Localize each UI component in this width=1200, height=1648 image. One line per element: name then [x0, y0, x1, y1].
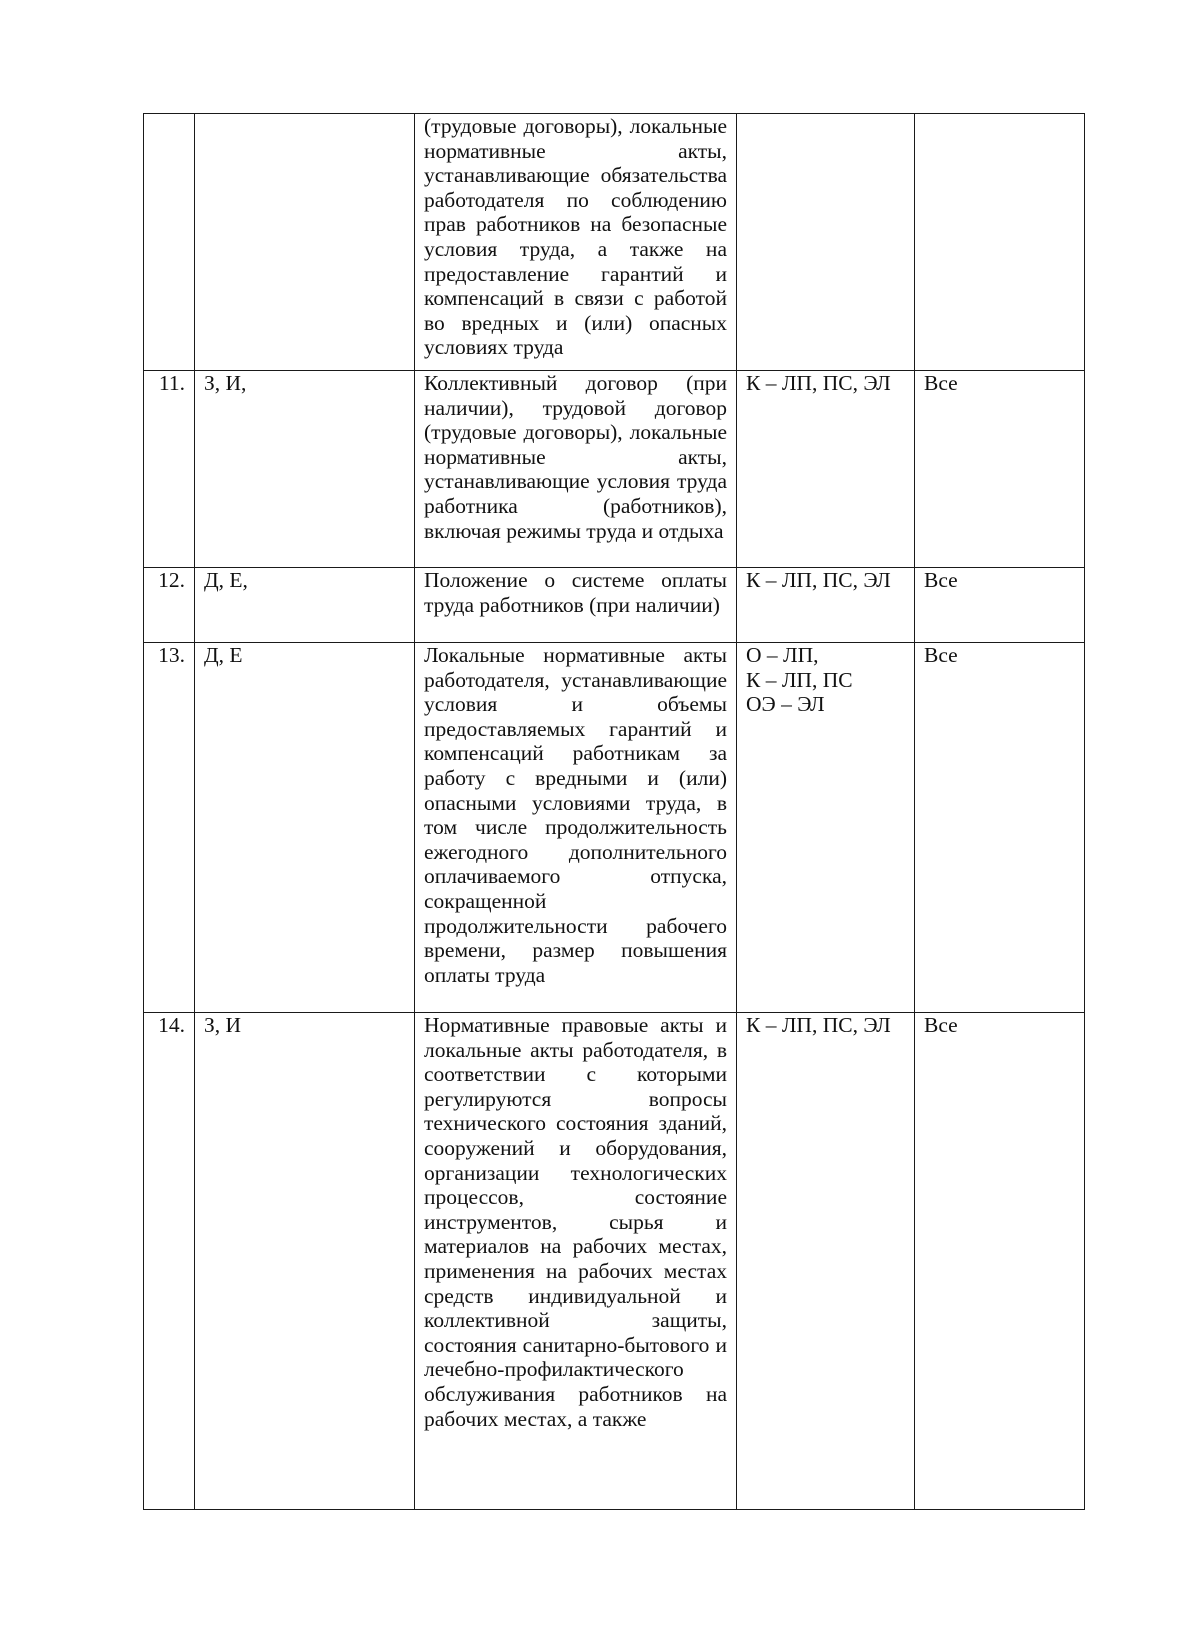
- document-table: [143, 113, 1085, 1510]
- storage-form-line: К – ЛП, ПС, ЭЛ: [746, 1013, 891, 1037]
- storage-form: [737, 643, 915, 1013]
- storage-form-line: К – ЛП, ПС, ЭЛ: [746, 371, 891, 395]
- requirement-codes: Д, Е,: [195, 568, 415, 643]
- storage-form-line: К – ЛП, ПС: [746, 667, 853, 692]
- row-number: 11.: [144, 371, 195, 568]
- applicability: Все: [915, 643, 1085, 1013]
- table-row: [144, 114, 1085, 371]
- row-number: 14.: [144, 1013, 195, 1510]
- document-list: Положение о системе оплаты труда работников (при наличии): [415, 568, 737, 643]
- storage-form: [737, 114, 915, 371]
- document-list: Нормативные правовые акты и локальные акты работодателя, в соответствии с которыми регулируются вопросы технического состояния зданий, сооружений и оборудования, организации технологических процессов, состояние инструментов, сырья и материалов на рабочих местах, применения на рабочих местах средств индивидуальной и коллективной защиты, состояния санитарно-бытового и лечебно-профилактического обслуживания работников на рабочих местах, а также: [415, 1013, 737, 1510]
- storage-form: [737, 371, 915, 568]
- applicability: Все: [915, 568, 1085, 643]
- requirement-codes: З, И: [195, 1013, 415, 1510]
- storage-form-line: О – ЛП,: [746, 643, 819, 667]
- document-list: Локальные нормативные акты работодателя, устанавливающие условия и объемы предоставляемых гарантий и компенсаций работникам за работу с вредными и (или) опасными условиями труда, в том числе продолжительность ежегодного дополнительного оплачиваемого отпуска, сокращенной продолжительности рабочего времени, размер повышения оплаты труда: [415, 643, 737, 1013]
- document-list: Коллективный договор (при наличии), трудовой договор (трудовые договоры), локальные нормативные акты, устанавливающие условия труда работника (работников), включая режимы труда и отдыха: [415, 371, 737, 568]
- row-number: 12.: [144, 568, 195, 643]
- requirement-codes: Д, Е: [195, 643, 415, 1013]
- storage-form: [737, 1013, 915, 1510]
- row-number: [144, 114, 195, 371]
- row-number: 13.: [144, 643, 195, 1013]
- table-row: [144, 371, 1085, 568]
- table-row: [144, 1013, 1085, 1510]
- applicability: Все: [915, 371, 1085, 568]
- applicability: [915, 114, 1085, 371]
- storage-form-line: ОЭ – ЭЛ: [746, 692, 825, 717]
- table-row: [144, 643, 1085, 1013]
- requirement-codes: [195, 114, 415, 371]
- document-list: (трудовые договоры), локальные нормативные акты, устанавливающие обязательства работодателя по соблюдению прав работников на безопасные условия труда, а также на предоставление гарантий и компенсаций в связи с работой во вредных и (или) опасных условиях труда: [415, 114, 737, 371]
- table-row: [144, 568, 1085, 643]
- storage-form-line: К – ЛП, ПС, ЭЛ: [746, 568, 891, 592]
- storage-form: [737, 568, 915, 643]
- applicability: Все: [915, 1013, 1085, 1510]
- requirement-codes: З, И,: [195, 371, 415, 568]
